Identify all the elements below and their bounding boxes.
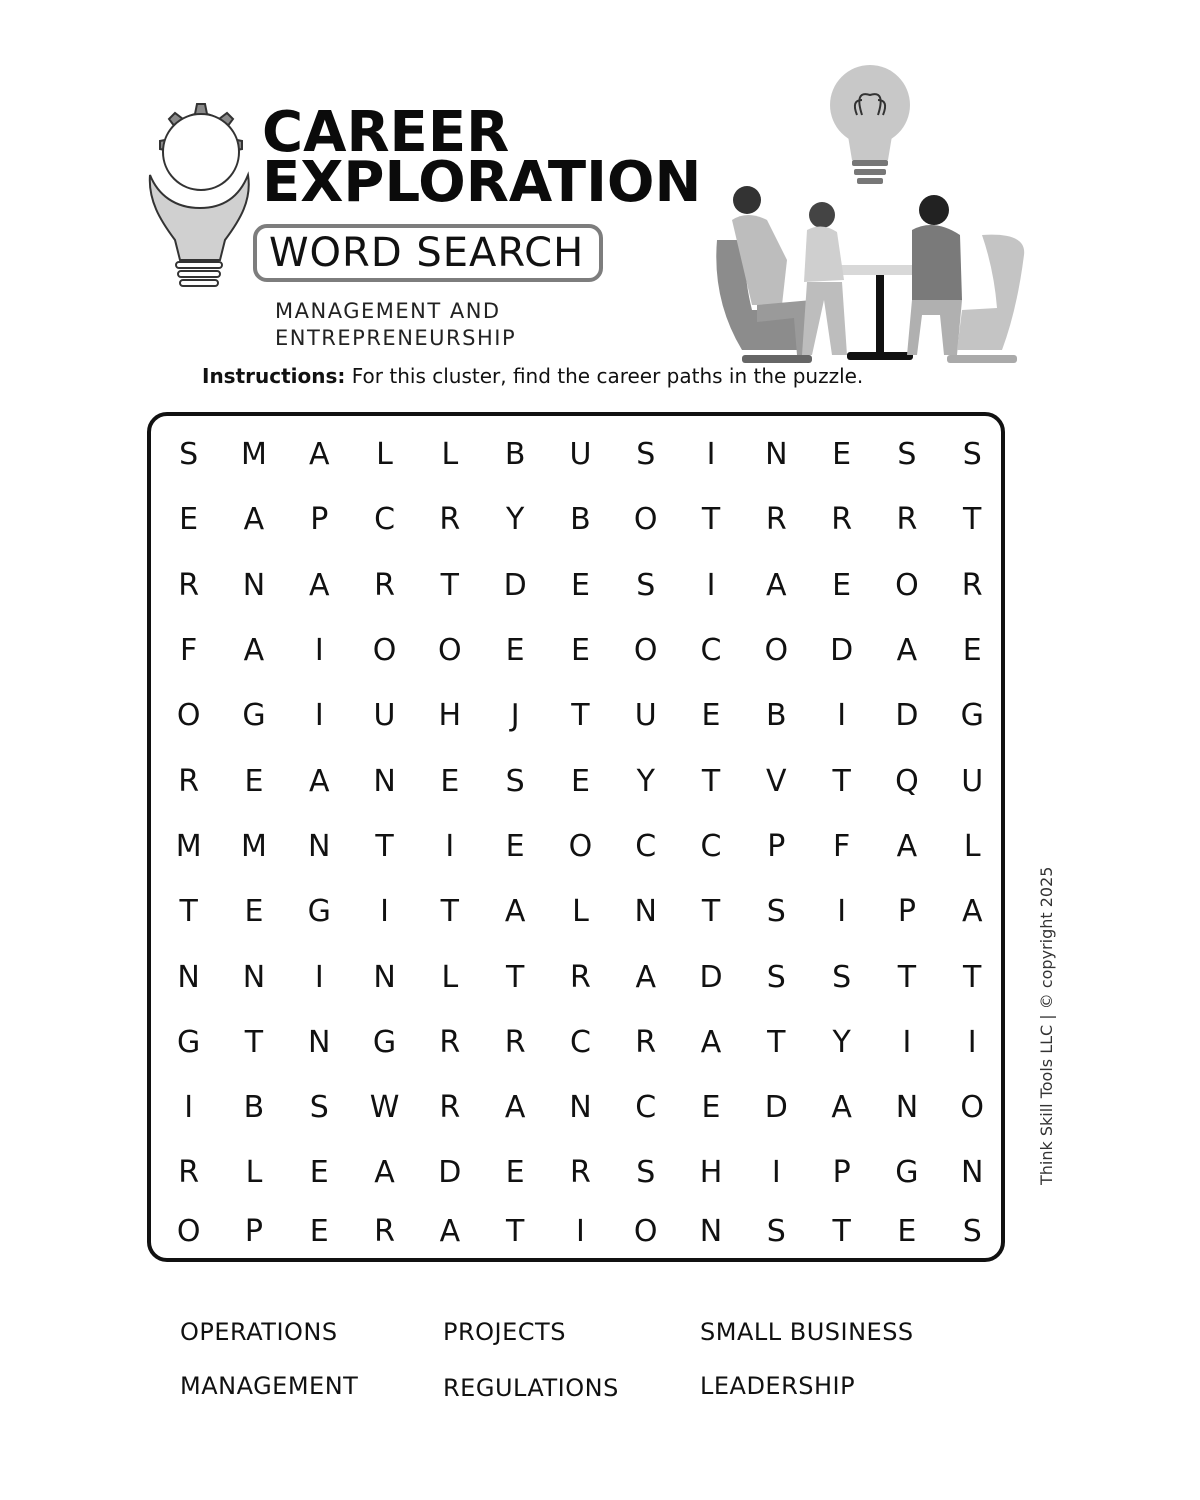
grid-cell: Y — [636, 763, 655, 799]
grid-cell: T — [963, 959, 982, 995]
grid-cell: E — [570, 567, 590, 603]
gear-lightbulb-icon — [140, 100, 255, 295]
grid-cell: E — [505, 1155, 525, 1191]
grid-cell: D — [764, 1090, 788, 1126]
grid-cell: R — [896, 502, 918, 538]
grid-cell: J — [510, 698, 520, 734]
grid-cell: E — [570, 633, 590, 669]
grid-cell: T — [701, 763, 721, 799]
grid-cell: T — [963, 502, 982, 538]
grid-cell: N — [634, 894, 657, 930]
grid-cell: O — [438, 633, 462, 669]
grid-cell: M — [241, 437, 267, 473]
grid-cell: L — [441, 959, 459, 995]
grid-cell: I — [314, 698, 324, 734]
grid-cell: T — [179, 894, 198, 930]
grid-cell: S — [962, 437, 982, 473]
grid-cell: P — [310, 502, 329, 538]
grid-cell: I — [837, 698, 847, 734]
grid-cell: I — [184, 1090, 194, 1126]
instructions — [202, 364, 863, 388]
grid-cell: A — [896, 828, 918, 864]
grid-cell: I — [314, 959, 324, 995]
grid-cell: R — [765, 502, 787, 538]
grid-cell: N — [242, 959, 266, 995]
word-list-item: SMALL BUSINESS — [700, 1318, 914, 1346]
grid-cell: E — [244, 894, 264, 930]
grid-cell: E — [962, 633, 982, 669]
grid-cell: E — [309, 1155, 329, 1191]
grid-cell: P — [244, 1214, 263, 1250]
grid-cell: D — [503, 567, 527, 603]
grid-cell: T — [701, 894, 721, 930]
grid-cell: E — [570, 763, 590, 799]
grid-cell: C — [635, 1090, 657, 1126]
grid-cell: A — [504, 1090, 526, 1126]
grid-cell: U — [961, 763, 984, 799]
copyright-notice: Think Skill Tools LLC | © copyright 2025 — [1037, 866, 1056, 1185]
grid-cell: U — [373, 698, 396, 734]
grid-cell: T — [244, 1024, 264, 1060]
grid-cell: N — [765, 437, 788, 473]
grid-cell: R — [570, 1155, 591, 1191]
grid-cell: A — [635, 959, 656, 995]
grid-cell: I — [380, 894, 389, 930]
grid-cell: B — [570, 502, 591, 538]
grid-cell: M — [241, 828, 267, 864]
word-list-item: MANAGEMENT — [180, 1372, 359, 1400]
grid-cell: N — [373, 763, 396, 799]
grid-cell: R — [961, 567, 983, 603]
grid-cell: L — [572, 894, 589, 930]
grid-cell: T — [832, 1214, 851, 1250]
grid-cell: E — [440, 763, 460, 799]
grid-cell: S — [309, 1090, 329, 1126]
title-line-1: CAREER — [262, 100, 510, 165]
grid-cell: D — [699, 959, 723, 995]
grid-cell: C — [635, 828, 657, 864]
word-list-item: REGULATIONS — [443, 1374, 619, 1402]
grid-cell: R — [504, 1024, 526, 1060]
grid-cell: S — [636, 437, 656, 473]
word-search-grid — [156, 422, 996, 1258]
grid-cell: R — [439, 1024, 461, 1060]
grid-cell: B — [766, 698, 787, 734]
grid-cell: E — [832, 437, 852, 473]
grid-cell: E — [701, 698, 721, 734]
grid-cell: R — [570, 959, 591, 995]
grid-cell: A — [700, 1024, 722, 1060]
grid-cell: O — [372, 633, 397, 669]
grid-cell: Q — [895, 763, 919, 799]
grid-cell: A — [308, 567, 330, 603]
grid-cell: C — [569, 1024, 591, 1060]
grid-cell: I — [771, 1155, 781, 1191]
grid-cell: R — [178, 567, 200, 603]
grid-cell: G — [372, 1024, 397, 1060]
grid-cell: B — [504, 437, 526, 473]
grid-cell: S — [766, 959, 786, 995]
grid-cell: N — [177, 959, 200, 995]
grid-cell: E — [897, 1214, 917, 1250]
grid-cell: G — [307, 894, 331, 930]
grid-cell: A — [504, 894, 526, 930]
grid-cell: O — [176, 1214, 201, 1250]
grid-cell: N — [308, 1024, 331, 1060]
grid-cell: E — [309, 1214, 329, 1250]
grid-cell: T — [832, 763, 851, 799]
grid-cell: T — [897, 959, 917, 995]
grid-cell: N — [373, 959, 396, 995]
grid-cell: S — [832, 959, 852, 995]
grid-cell: I — [314, 633, 324, 669]
page-title — [262, 100, 702, 215]
grid-cell: M — [175, 828, 202, 864]
grid-cell: I — [445, 828, 455, 864]
grid-cell: A — [766, 567, 787, 603]
team-meeting-illustration — [712, 60, 1032, 370]
grid-cell: L — [245, 1155, 263, 1191]
grid-cell: T — [701, 502, 721, 538]
grid-cell: N — [308, 828, 331, 864]
grid-cell: T — [440, 894, 459, 930]
grid-cell: N — [960, 1155, 984, 1191]
grid-cell: E — [179, 502, 199, 538]
grid-cell: C — [700, 828, 722, 864]
grid-cell: A — [308, 763, 330, 799]
grid-cell: Y — [832, 1024, 851, 1060]
grid-cell: T — [375, 828, 394, 864]
word-list-item: LEADERSHIP — [700, 1372, 856, 1400]
grid-cell: R — [178, 1155, 200, 1191]
grid-cell: N — [242, 567, 266, 603]
grid-cell: I — [706, 567, 716, 603]
grid-cell: I — [967, 1024, 977, 1060]
grid-cell: G — [960, 698, 984, 734]
grid-cell: E — [505, 633, 525, 669]
grid-cell: C — [700, 633, 722, 669]
subtitle-line-1: MANAGEMENT AND — [275, 299, 501, 323]
grid-cell: T — [505, 959, 525, 995]
grid-cell: U — [634, 698, 657, 734]
grid-cell: O — [764, 633, 789, 669]
grid-cell: T — [767, 1024, 786, 1060]
grid-cell: H — [438, 698, 462, 734]
grid-cell: H — [699, 1155, 723, 1191]
grid-cell: A — [243, 633, 265, 669]
grid-cell: R — [374, 567, 395, 603]
grid-cell: A — [896, 633, 918, 669]
grid-cell: S — [179, 437, 199, 473]
grid-cell: O — [895, 567, 919, 603]
grid-cell: D — [830, 633, 854, 669]
word-list-item: OPERATIONS — [180, 1318, 338, 1346]
grid-cell: L — [441, 437, 459, 473]
subtitle-line-2: ENTREPRENEURSHIP — [275, 326, 517, 350]
grid-cell: I — [902, 1024, 912, 1060]
grid-cell: O — [633, 633, 658, 669]
grid-cell: I — [837, 894, 847, 930]
grid-cell: Y — [505, 502, 525, 538]
grid-cell: F — [832, 828, 851, 864]
grid-cell: A — [374, 1155, 395, 1191]
cluster-subtitle — [275, 298, 516, 352]
grid-cell: P — [767, 828, 786, 864]
grid-cell: B — [243, 1090, 265, 1126]
grid-cell: I — [706, 437, 716, 473]
grid-cell: L — [376, 437, 393, 473]
grid-cell: O — [568, 828, 593, 864]
lightbulb-icon — [830, 65, 910, 184]
grid-cell: R — [374, 1214, 395, 1250]
grid-cell: A — [831, 1090, 852, 1126]
grid-cell: N — [699, 1214, 723, 1250]
grid-cell: S — [766, 1214, 786, 1250]
grid-cell: A — [961, 894, 983, 930]
grid-cell: A — [439, 1214, 461, 1250]
grid-cell: W — [369, 1090, 400, 1126]
grid-cell: U — [569, 437, 592, 473]
grid-cell: N — [895, 1090, 919, 1126]
grid-cell: R — [439, 1090, 461, 1126]
grid-cell: E — [701, 1090, 721, 1126]
grid-cell: L — [963, 828, 981, 864]
word-list-item: PROJECTS — [443, 1318, 566, 1346]
grid-cell: O — [960, 1090, 985, 1126]
grid-cell: O — [176, 698, 201, 734]
grid-cell: N — [569, 1090, 592, 1126]
grid-cell: D — [895, 698, 919, 734]
grid-cell: S — [766, 894, 786, 930]
grid-cell: S — [505, 763, 525, 799]
grid-cell: E — [832, 567, 852, 603]
grid-cell: R — [635, 1024, 657, 1060]
grid-cell: S — [897, 437, 917, 473]
instructions-text: For this cluster, find the career paths in the puzzle. — [345, 364, 864, 388]
grid-cell: E — [244, 763, 264, 799]
grid-cell: O — [633, 502, 658, 538]
word-search-badge: WORD SEARCH — [253, 224, 603, 282]
grid-cell: G — [177, 1024, 201, 1060]
grid-cell: E — [505, 828, 525, 864]
title-line-2: EXPLORATION — [262, 150, 702, 215]
grid-cell: A — [308, 437, 330, 473]
grid-cell: F — [180, 633, 198, 669]
grid-cell: G — [895, 1155, 919, 1191]
grid-cell: T — [440, 567, 459, 603]
grid-cell: O — [633, 1214, 658, 1250]
grid-cell: P — [832, 1155, 851, 1191]
grid-cell: V — [766, 763, 787, 799]
grid-cell: S — [636, 1155, 656, 1191]
grid-cell: S — [636, 567, 656, 603]
grid-cell: C — [374, 502, 396, 538]
grid-cell: T — [505, 1214, 525, 1250]
grid-cell: I — [576, 1214, 585, 1250]
grid-cell: P — [897, 894, 916, 930]
grid-cell: R — [439, 502, 461, 538]
grid-cell: S — [962, 1214, 982, 1250]
grid-cell: D — [438, 1155, 462, 1191]
grid-cell: T — [571, 698, 590, 734]
grid-cell: G — [242, 698, 266, 734]
grid-cell: R — [831, 502, 853, 538]
grid-cell: R — [178, 763, 200, 799]
grid-cell: A — [243, 502, 265, 538]
instructions-label: Instructions: — [202, 364, 346, 388]
